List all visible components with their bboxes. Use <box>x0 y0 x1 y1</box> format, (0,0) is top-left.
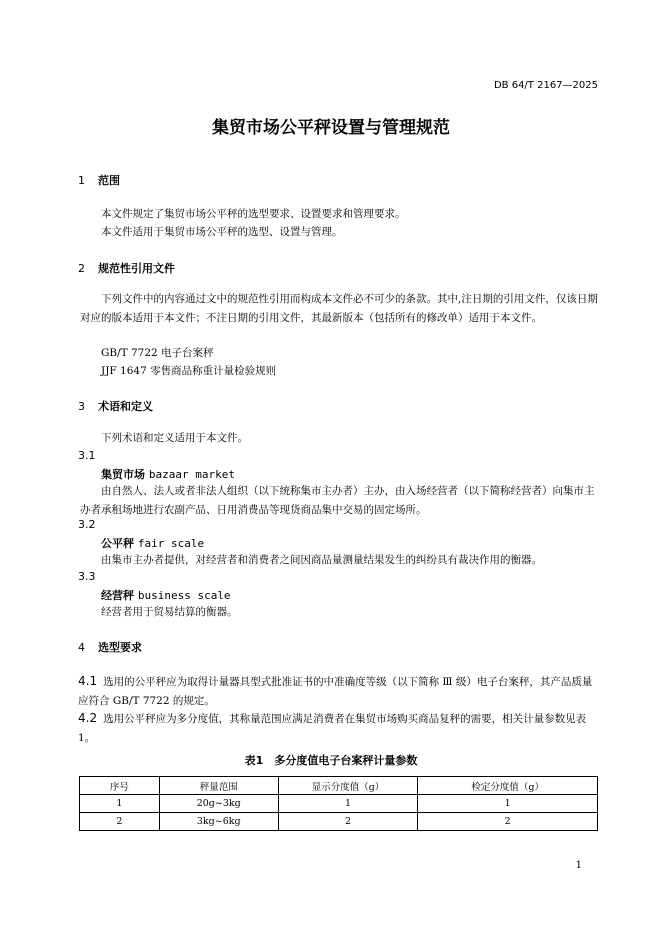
term-number: 3.3 <box>78 570 96 583</box>
scope-line-1: 本文件规定了集贸市场公平秤的选型要求、设置要求和管理要求。 <box>101 208 406 220</box>
requirement-item <box>78 709 598 748</box>
term-chinese: 集贸市场 <box>101 468 145 481</box>
section-title: 术语和定义 <box>98 400 153 413</box>
table-header-row <box>80 777 598 795</box>
section-4-heading <box>78 639 142 655</box>
item-number: 4.1 <box>78 674 98 688</box>
table-header-cell: 序号 <box>80 777 160 795</box>
metering-parameters-table <box>79 776 598 831</box>
normative-references-paragraph: 下列文件中的内容通过文中的规范性引用而构成本文件必不可少的条款。其中,注日期的引用文件，仅该日期对应的版本适用于本文件；不注日期的引用文件，其最新版本（包括所有的修改单）适用于本文件。 <box>80 293 598 324</box>
term-definition: 由集市主办者提供，对经营者和消费者之间因商品量测量结果发生的纠纷具有裁决作用的衡器。 <box>101 554 542 566</box>
section-title: 规范性引用文件 <box>98 262 175 275</box>
term-definition: 经营者用于贸易结算的衡器。 <box>101 606 238 618</box>
table-cell: 3kg~6kg <box>159 813 278 831</box>
section-number: 2 <box>78 262 85 275</box>
term-chinese: 经营秤 <box>101 589 134 602</box>
item-text: 选用的公平秤应为取得计量器具型式批准证书的中准确度等级（以下简称 Ⅲ 级）电子台案秤，其产品质量应符合 GB/T 7722 的规定。 <box>78 676 593 707</box>
term-chinese: 公平秤 <box>101 537 134 550</box>
terms-intro: 下列术语和定义适用于本文件。 <box>101 432 248 444</box>
table-cell: 1 <box>418 795 598 813</box>
term-number: 3.1 <box>78 449 96 462</box>
item-number: 4.2 <box>78 711 98 725</box>
table-cell: 1 <box>278 795 418 813</box>
section-3-heading <box>78 398 153 414</box>
section-title: 选型要求 <box>98 641 142 654</box>
table-caption: 表1 多分度值电子台案秤计量参数 <box>244 754 418 767</box>
table-header-cell: 显示分度值（g） <box>278 777 418 795</box>
table-row <box>80 813 598 831</box>
table-header-cell: 检定分度值（g） <box>418 777 598 795</box>
term-name <box>101 587 231 603</box>
table-cell: 2 <box>278 813 418 831</box>
table-row <box>80 795 598 813</box>
section-2-heading <box>78 260 175 276</box>
reference-item: JJF 1647 零售商品称重计量检验规则 <box>101 365 277 377</box>
term-name <box>101 466 235 482</box>
table-cell: 1 <box>80 795 160 813</box>
term-name <box>101 535 204 551</box>
table-cell: 20g~3kg <box>159 795 278 813</box>
term-definition: 由自然人、法人或者非法人组织（以下统称集市主办者）主办，由入场经营者（以下简称经营者）向集市主办者承租场地进行农副产品、日用消费品等现货商品集中交易的固定场所。 <box>80 485 595 516</box>
table-cell: 2 <box>80 813 160 831</box>
requirement-item <box>78 672 598 711</box>
section-number: 3 <box>78 400 85 413</box>
section-title: 范围 <box>98 174 120 187</box>
document-title: 集贸市场公平秤设置与管理规范 <box>212 118 450 138</box>
standard-code: DB 64/T 2167—2025 <box>493 80 598 91</box>
item-text: 选用公平秤应为多分度值，其称量范围应满足消费者在集贸市场购买商品复秤的需要，相关计量参数见表 1。 <box>78 713 587 744</box>
scope-line-2: 本文件适用于集贸市场公平秤的选型、设置与管理。 <box>101 226 343 238</box>
term-english: fair scale <box>137 537 205 550</box>
section-1-heading <box>78 172 120 188</box>
section-number: 1 <box>78 174 85 187</box>
reference-item: GB/T 7722 电子台案秤 <box>101 347 214 359</box>
table-header-cell: 秤量范围 <box>159 777 278 795</box>
term-english: bazaar market <box>148 468 235 481</box>
term-number: 3.2 <box>78 518 96 531</box>
section-number: 4 <box>78 641 85 654</box>
term-english: business scale <box>137 589 231 602</box>
page-number: 1 <box>575 860 582 871</box>
table-cell: 2 <box>418 813 598 831</box>
